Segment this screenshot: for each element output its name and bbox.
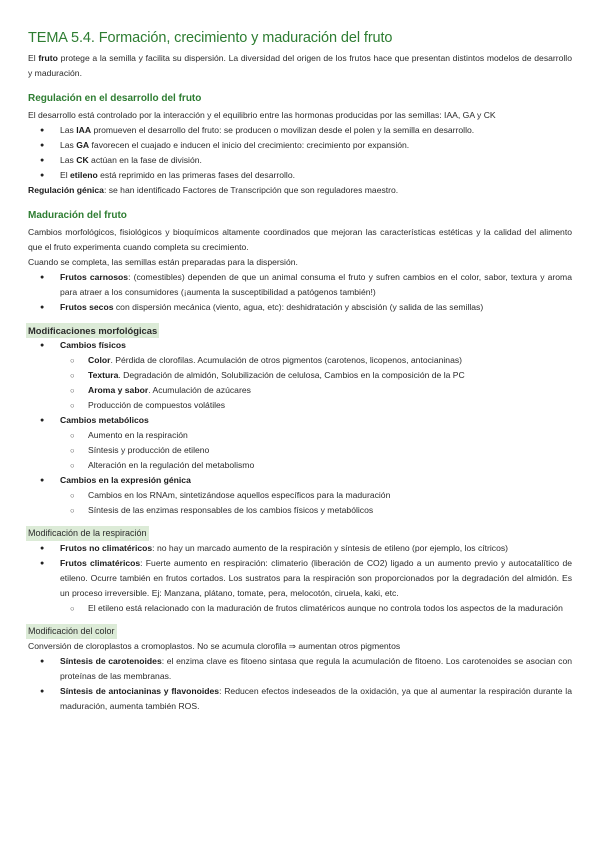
regulacion-text: El desarrollo está controlado por la interacción y el equilibrio entre las hormonas producidas por las semillas: IAA, GA y CK (28, 110, 496, 120)
list-item: ● El etileno está reprimido en las primeras fases del desarrollo. (28, 168, 572, 183)
list-item: ● Frutos carnosos: (comestibles) dependen de que un animal consuma el fruto y sufren cambios en el color, sabor, textura y aroma para atraer a los consumidores (¡aumenta la susceptibilidad a patógenos también!) (28, 270, 572, 300)
list-item: ● Las IAA promueven el desarrollo del fruto: se producen o movilizan desde el polen y la semilla en desarrollo. (28, 123, 572, 138)
section-heading-color: Modificación del color (28, 624, 572, 639)
list-item: ● Cambios físicos ○ Color. Pérdida de clorofilas. Acumulación de otros pigmentos (carotenos, licopenos, antocianinas) ○ Textura. Degradación de almidón, Solubilización de celulosa, Cambios en la composición de la PC ○ Aroma y sabor. Acumulación de azúcares ○ Producción de compuestos volátiles (28, 338, 572, 413)
list-item: ● Las CK actúan en la fase de división. (28, 153, 572, 168)
list-item: ● Frutos secos con dispersión mecánica (viento, agua, etc): deshidratación y abscisión (y salida de las semillas) (28, 300, 572, 315)
sub-list-item: ○ Color. Pérdida de clorofilas. Acumulación de otros pigmentos (carotenos, licopenos, antocianinas) (28, 353, 572, 368)
sub-list-item: ○ Alteración en la regulación del metabolismo (28, 458, 572, 473)
maduracion-text: Cambios morfológicos, fisiológicos y bioquímicos altamente coordinados que mejoran las características estéticas y la calidad del alimento que el fruto experimenta cuando completa su crecimiento. (28, 227, 572, 252)
list-item: ● Frutos climatéricos: Fuerte aumento en respiración: climaterio (liberación de CO2) ligado a un aumento previo y autocatalítico de etileno. Ocurre también en frutos cortados. Los sustratos para la respiración son proporcionados por la degradación del almidón. Es un proceso irreversible. Ej: Manzana, plátano, tomate, pera, melocotón, ciruela, kaki, etc. ○ El etileno está relacionado con la maduración de frutos climatéricos aunque no controla todos los aspectos de la maduración (28, 556, 572, 616)
respiracion-list (28, 541, 572, 616)
sub-list-item: ○ Síntesis y producción de etileno (28, 443, 572, 458)
morfologicas-list (28, 338, 572, 518)
list-item: ● Síntesis de carotenoides: el enzima clave es fitoeno sintasa que regula la acumulación de fitoeno. Los carotenoides se asocian con proteínas de las membranas. (28, 654, 572, 684)
document-page (28, 28, 572, 714)
regulacion-list (28, 123, 572, 183)
list-item: ● Síntesis de antocianinas y flavonoides: Reducen efectos indeseados de la oxidación, ya que al aumentar la respiración durante la maduración, aumenta también ROS. (28, 684, 572, 714)
sub-list-item: ○ Textura. Degradación de almidón, Solubilización de celulosa, Cambios en la composición de la PC (28, 368, 572, 383)
list-item: ● Frutos no climatéricos: no hay un marcado aumento de la respiración y síntesis de etileno (por ejemplo, los cítricos) (28, 541, 572, 556)
sub-list-item: ○ Aumento en la respiración (28, 428, 572, 443)
page-title: TEMA 5.4. Formación, crecimiento y maduración del fruto (28, 30, 393, 46)
sub-list (28, 353, 572, 413)
sub-list-item: ○ Síntesis de las enzimas responsables de los cambios físicos y metabólicos (28, 503, 572, 518)
list-item: ● Cambios metabólicos ○ Aumento en la respiración ○ Síntesis y producción de etileno ○ Alteración en la regulación del metabolismo (28, 413, 572, 473)
sub-list (28, 488, 572, 518)
sub-list (28, 601, 572, 616)
sub-list-item: ○ Aroma y sabor. Acumulación de azúcares (28, 383, 572, 398)
sub-list-item: ○ Producción de compuestos volátiles (28, 398, 572, 413)
section-heading-regulacion: Regulación en el desarrollo del fruto (28, 93, 202, 104)
list-item: ● Las GA favorecen el cuajado e inducen el inicio del crecimiento: crecimiento por expansión. (28, 138, 572, 153)
section-heading-maduracion: Maduración del fruto (28, 210, 127, 221)
color-text: Conversión de cloroplastos a cromoplastos. No se acumula clorofila ⇒ aumentan otros pigmentos (28, 641, 401, 651)
section-heading-morfologicas: Modificaciones morfológicas (28, 325, 158, 336)
regulacion-genica: Regulación génica: se han identificado Factores de Transcripción que son reguladores maestro. (28, 185, 399, 195)
color-list (28, 654, 572, 714)
sub-list (28, 428, 572, 473)
intro-paragraph: El fruto protege a la semilla y facilita su dispersión. La diversidad del origen de los frutos hace que presentan distintos modelos de desarrollo y maduración. (28, 53, 572, 78)
sub-list-item: ○ El etileno está relacionado con la maduración de frutos climatéricos aunque no controla todos los aspectos de la maduración (28, 601, 572, 616)
maduracion-list (28, 270, 572, 315)
section-heading-respiracion: Modificación de la respiración (28, 526, 572, 541)
list-item: ● Cambios en la expresión génica ○ Cambios en los RNAm, sintetizándose aquellos específicos para la maduración ○ Síntesis de las enzimas responsables de los cambios físicos y metabólicos (28, 473, 572, 518)
maduracion-text-2: Cuando se completa, las semillas están preparadas para la dispersión. (28, 257, 298, 267)
sub-list-item: ○ Cambios en los RNAm, sintetizándose aquellos específicos para la maduración (28, 488, 572, 503)
